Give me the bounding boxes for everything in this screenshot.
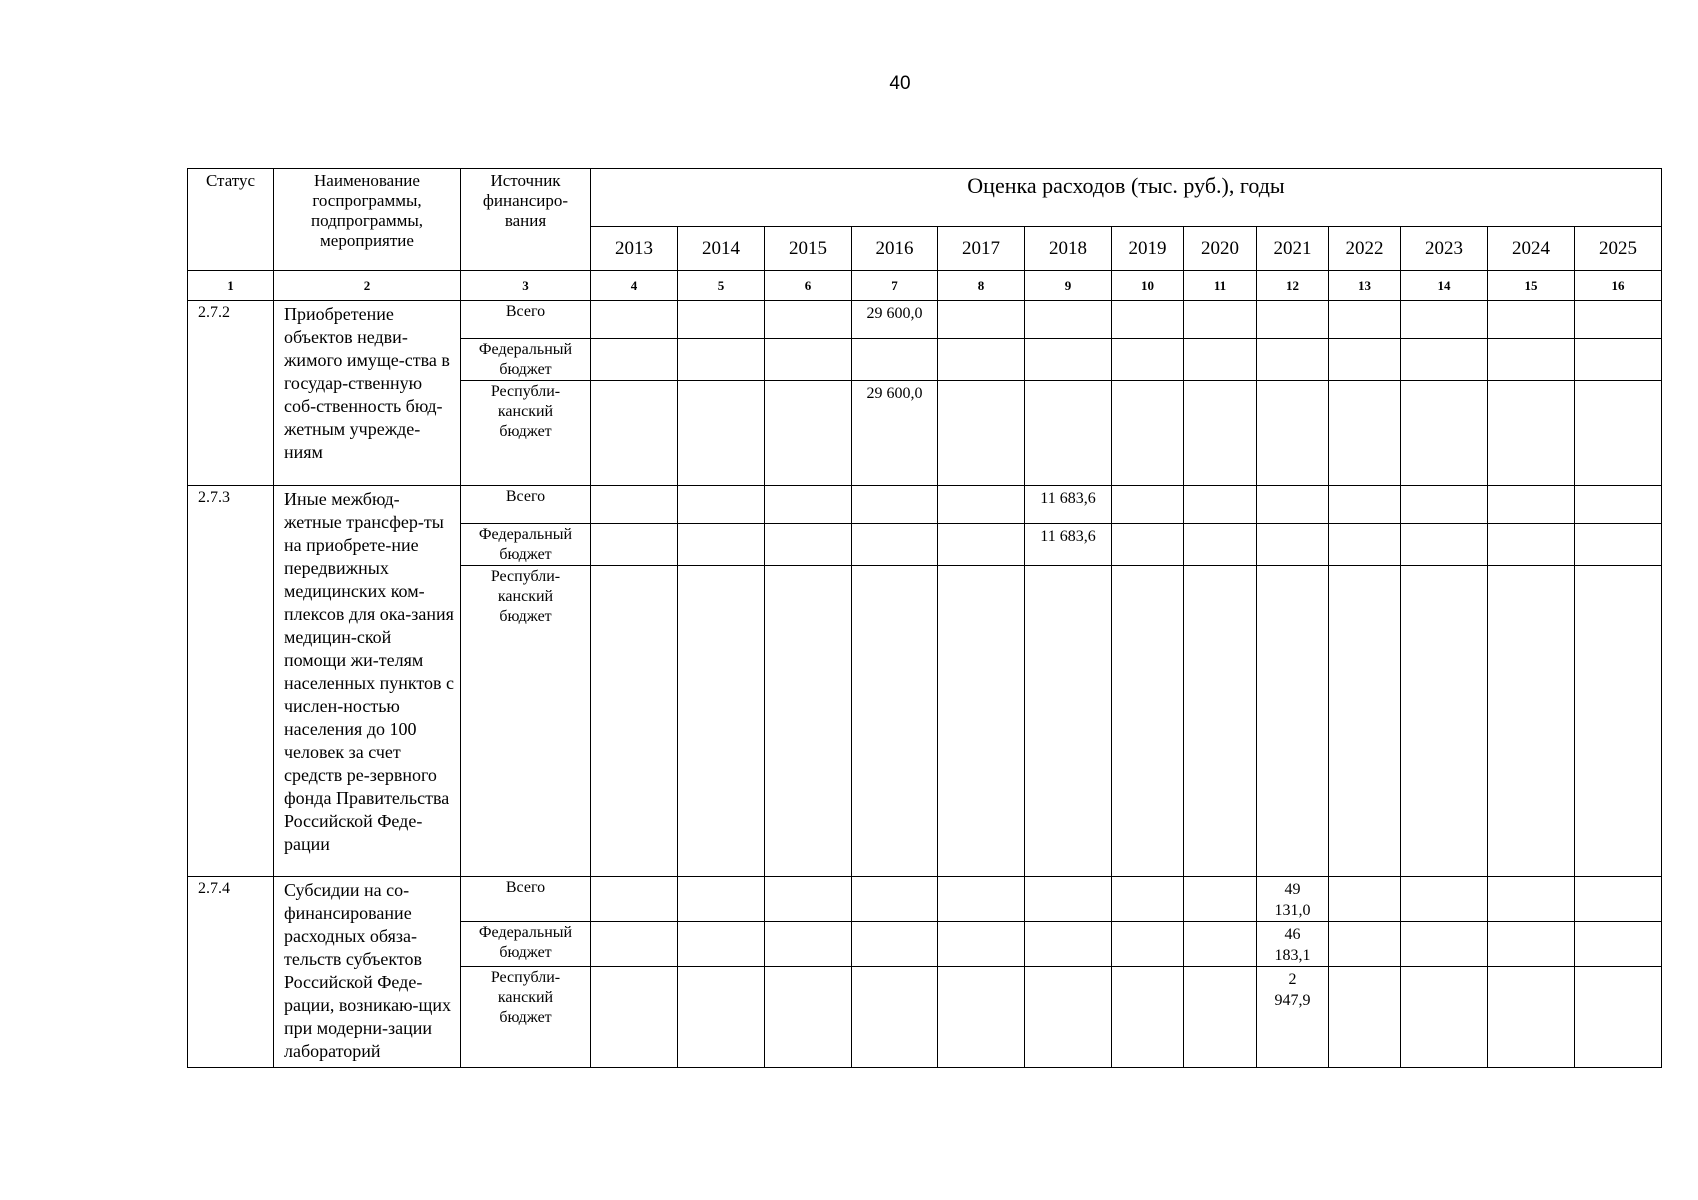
- expense-value-2024: [1488, 339, 1575, 381]
- row-funding-source: Республи-канский бюджет: [461, 381, 591, 486]
- expense-value-2019: [1112, 339, 1184, 381]
- expense-value-2015: [765, 524, 852, 566]
- row-activity-name: Иные межбюд-жетные трансфер-ты на приобрете-ние передвижных медицинских ком-плексов для ока-зания медицин-ской помощи жи-телям населенных пунктов с числен-ностью населения до 100 человек за счет средств ре-зервного фонда Правительства Российской Феде-рации: [274, 486, 461, 877]
- expense-value-2013: [591, 301, 678, 339]
- header-year: 2013: [591, 227, 678, 271]
- expense-value-2023: [1401, 967, 1488, 1068]
- column-number: 5: [678, 271, 765, 301]
- expense-value-2014: [678, 877, 765, 922]
- expense-value-2014: [678, 339, 765, 381]
- expense-value-2014: [678, 381, 765, 486]
- expense-value-2017: [938, 339, 1025, 381]
- expense-value-2013: [591, 381, 678, 486]
- column-number: 6: [765, 271, 852, 301]
- header-year: 2019: [1112, 227, 1184, 271]
- row-activity-name: Субсидии на со-финансирование расходных обяза-тельств субъектов Российской Феде-рации, возникаю-щих при модерни-зации лабораторий: [274, 877, 461, 1068]
- expense-value-2023: [1401, 922, 1488, 967]
- row-activity-name: Приобретение объектов недви-жимого имуще-ства в государ-ственную соб-ственность бюд-жетным учрежде-ниям: [274, 301, 461, 486]
- column-number: 9: [1025, 271, 1112, 301]
- expense-value-2022: [1329, 566, 1401, 877]
- row-funding-source: Всего: [461, 486, 591, 524]
- expense-value-2020: [1184, 967, 1257, 1068]
- expense-value-2017: [938, 381, 1025, 486]
- expense-value-2015: [765, 381, 852, 486]
- expense-value-2025: [1575, 486, 1662, 524]
- expense-value-2021: [1257, 301, 1329, 339]
- row-funding-source: Федеральный бюджет: [461, 524, 591, 566]
- column-number: 3: [461, 271, 591, 301]
- expense-value-2021: [1257, 381, 1329, 486]
- column-number: 4: [591, 271, 678, 301]
- budget-table: [187, 168, 1662, 1068]
- column-number: 12: [1257, 271, 1329, 301]
- expense-value-2021: 46 183,1: [1257, 922, 1329, 967]
- header-name: Наименование госпрограммы, подпрограммы, мероприятие: [274, 169, 461, 271]
- header-status: Статус: [188, 169, 274, 271]
- row-funding-source: Федеральный бюджет: [461, 922, 591, 967]
- expense-value-2021: [1257, 486, 1329, 524]
- header-year: 2014: [678, 227, 765, 271]
- expense-value-2020: [1184, 922, 1257, 967]
- header-year: 2016: [852, 227, 938, 271]
- expense-value-2015: [765, 922, 852, 967]
- expense-value-2013: [591, 486, 678, 524]
- expense-value-2021: 49 131,0: [1257, 877, 1329, 922]
- expense-value-2015: [765, 967, 852, 1068]
- expense-value-2016: [852, 524, 938, 566]
- expense-value-2025: [1575, 967, 1662, 1068]
- expense-value-2023: [1401, 301, 1488, 339]
- expense-value-2021: 2 947,9: [1257, 967, 1329, 1068]
- expense-value-2016: 29 600,0: [852, 301, 938, 339]
- expense-value-2020: [1184, 486, 1257, 524]
- column-number: 13: [1329, 271, 1401, 301]
- table-row: [188, 877, 1662, 922]
- expense-value-2022: [1329, 339, 1401, 381]
- expense-value-2017: [938, 877, 1025, 922]
- column-number: 16: [1575, 271, 1662, 301]
- expense-value-2019: [1112, 566, 1184, 877]
- expense-value-2018: [1025, 339, 1112, 381]
- expense-value-2022: [1329, 877, 1401, 922]
- expense-value-2022: [1329, 524, 1401, 566]
- header-year: 2023: [1401, 227, 1488, 271]
- row-status: 2.7.3: [188, 486, 274, 877]
- column-number: 15: [1488, 271, 1575, 301]
- expense-value-2018: [1025, 877, 1112, 922]
- expense-value-2017: [938, 967, 1025, 1068]
- column-number: 11: [1184, 271, 1257, 301]
- expense-value-2024: [1488, 877, 1575, 922]
- row-status: 2.7.4: [188, 877, 274, 1068]
- expense-value-2023: [1401, 877, 1488, 922]
- expense-value-2014: [678, 301, 765, 339]
- expense-value-2022: [1329, 301, 1401, 339]
- expense-value-2017: [938, 301, 1025, 339]
- column-number: 1: [188, 271, 274, 301]
- expense-value-2025: [1575, 339, 1662, 381]
- expense-value-2020: [1184, 301, 1257, 339]
- expense-value-2025: [1575, 381, 1662, 486]
- expense-value-2024: [1488, 301, 1575, 339]
- expense-value-2020: [1184, 566, 1257, 877]
- expense-value-2023: [1401, 339, 1488, 381]
- column-number: 2: [274, 271, 461, 301]
- column-number: 8: [938, 271, 1025, 301]
- expense-value-2013: [591, 566, 678, 877]
- expense-value-2019: [1112, 381, 1184, 486]
- expense-value-2014: [678, 922, 765, 967]
- row-status: 2.7.2: [188, 301, 274, 486]
- expense-value-2018: 11 683,6: [1025, 524, 1112, 566]
- expense-value-2014: [678, 524, 765, 566]
- expense-value-2015: [765, 339, 852, 381]
- header-year: 2020: [1184, 227, 1257, 271]
- header-source: Источник финансиро-вания: [461, 169, 591, 271]
- expense-value-2016: 29 600,0: [852, 381, 938, 486]
- expense-value-2014: [678, 967, 765, 1068]
- expense-value-2025: [1575, 566, 1662, 877]
- expense-value-2019: [1112, 524, 1184, 566]
- expense-value-2019: [1112, 877, 1184, 922]
- expense-value-2018: [1025, 922, 1112, 967]
- expense-value-2016: [852, 486, 938, 524]
- header-year: 2022: [1329, 227, 1401, 271]
- header-year: 2024: [1488, 227, 1575, 271]
- expense-value-2024: [1488, 922, 1575, 967]
- expense-value-2024: [1488, 967, 1575, 1068]
- expense-value-2020: [1184, 877, 1257, 922]
- expense-value-2019: [1112, 301, 1184, 339]
- expense-value-2013: [591, 524, 678, 566]
- expense-value-2017: [938, 524, 1025, 566]
- expense-value-2025: [1575, 524, 1662, 566]
- expense-value-2016: [852, 922, 938, 967]
- expense-value-2025: [1575, 922, 1662, 967]
- expense-value-2017: [938, 922, 1025, 967]
- expense-value-2022: [1329, 381, 1401, 486]
- expense-value-2013: [591, 339, 678, 381]
- expense-value-2024: [1488, 381, 1575, 486]
- expense-value-2014: [678, 566, 765, 877]
- expense-value-2022: [1329, 967, 1401, 1068]
- row-funding-source: Всего: [461, 301, 591, 339]
- table-row: [188, 486, 1662, 524]
- page-number: 40: [889, 73, 911, 94]
- expense-value-2018: [1025, 301, 1112, 339]
- header-year: 2021: [1257, 227, 1329, 271]
- table-row: [188, 301, 1662, 339]
- expense-value-2015: [765, 301, 852, 339]
- expense-value-2024: [1488, 524, 1575, 566]
- expense-value-2023: [1401, 566, 1488, 877]
- expense-value-2018: [1025, 967, 1112, 1068]
- expense-value-2020: [1184, 381, 1257, 486]
- header-year: 2018: [1025, 227, 1112, 271]
- row-funding-source: Республи-канский бюджет: [461, 967, 591, 1068]
- expense-value-2021: [1257, 524, 1329, 566]
- expense-value-2016: [852, 967, 938, 1068]
- expense-value-2016: [852, 877, 938, 922]
- expense-value-2018: [1025, 566, 1112, 877]
- header-year: 2025: [1575, 227, 1662, 271]
- header-year: 2015: [765, 227, 852, 271]
- expense-value-2020: [1184, 524, 1257, 566]
- column-number: 7: [852, 271, 938, 301]
- column-number: 10: [1112, 271, 1184, 301]
- expense-value-2023: [1401, 486, 1488, 524]
- expense-value-2024: [1488, 486, 1575, 524]
- expense-value-2021: [1257, 339, 1329, 381]
- expense-value-2019: [1112, 967, 1184, 1068]
- expense-value-2019: [1112, 922, 1184, 967]
- expense-value-2023: [1401, 524, 1488, 566]
- expense-value-2015: [765, 486, 852, 524]
- row-funding-source: Республи-канский бюджет: [461, 566, 591, 877]
- expense-value-2013: [591, 922, 678, 967]
- expense-value-2022: [1329, 486, 1401, 524]
- expense-value-2016: [852, 566, 938, 877]
- expense-value-2013: [591, 877, 678, 922]
- expense-value-2022: [1329, 922, 1401, 967]
- expense-value-2021: [1257, 566, 1329, 877]
- expense-value-2018: 11 683,6: [1025, 486, 1112, 524]
- row-funding-source: Федеральный бюджет: [461, 339, 591, 381]
- row-funding-source: Всего: [461, 877, 591, 922]
- column-number: 14: [1401, 271, 1488, 301]
- expense-value-2024: [1488, 566, 1575, 877]
- expense-value-2015: [765, 877, 852, 922]
- expense-value-2025: [1575, 301, 1662, 339]
- expense-value-2018: [1025, 381, 1112, 486]
- expense-value-2013: [591, 967, 678, 1068]
- expense-value-2014: [678, 486, 765, 524]
- expense-value-2023: [1401, 381, 1488, 486]
- expense-value-2015: [765, 566, 852, 877]
- expense-value-2017: [938, 566, 1025, 877]
- expense-value-2016: [852, 339, 938, 381]
- expense-value-2020: [1184, 339, 1257, 381]
- expense-value-2017: [938, 486, 1025, 524]
- header-estimate: Оценка расходов (тыс. руб.), годы: [591, 169, 1662, 227]
- expense-value-2019: [1112, 486, 1184, 524]
- header-year: 2017: [938, 227, 1025, 271]
- expense-value-2025: [1575, 877, 1662, 922]
